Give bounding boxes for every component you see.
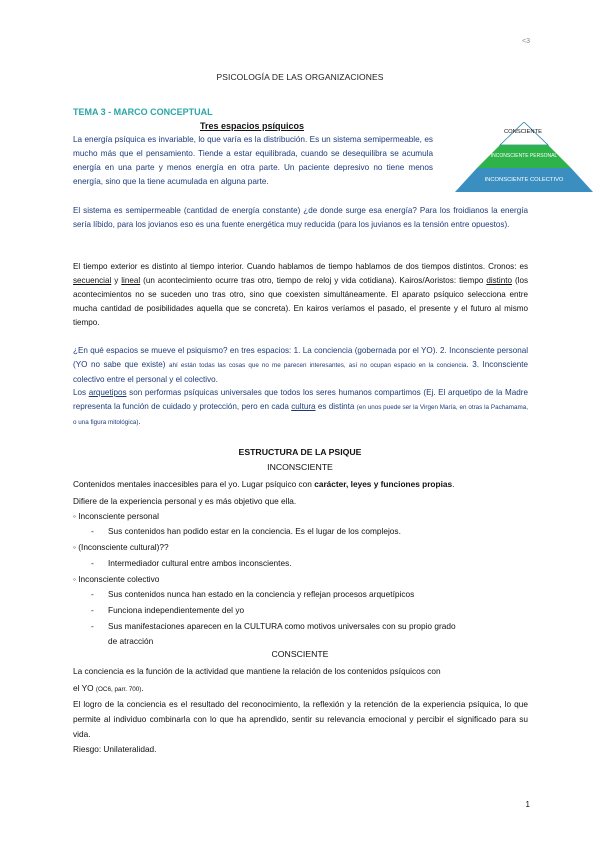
bullet-cultural-detail: Intermediador cultural entre ambos inconscientes. [108,558,292,568]
paragraph-spaces: ¿En qué espacios se mueve el psiquismo? en tres espacios: 1. La conciencia (gobernada por el YO). 2. Inconsciente personal (YO no sabe que existe) ahí están todas las cosas que no me parecen interesantes, así no ocupan espacio en la conciencia. 3. Inconsciente colectivo entre el personal y el colectivo. [73,346,528,384]
bullet-colectivo-detail-2: Funciona independientemente del yo [108,605,245,615]
paragraph-energy: La energía psíquica es invariable, lo que varía es la distribución. Es un sistema semipermeable, es mucho más que el pensamiento. Tiende a estar equilibrada, cuando se desequilibra se acumula energía en una parte y menos energía en otra parte. Un paciente depresivo no tiene menos energía, sino que la tiene acumulada en alguna parte. [73,135,433,186]
bullet-colectivo-detail-1: Sus contenidos nunca han estado en la conciencia y reflejan procesos arquetípicos [108,589,415,599]
paragraph-time: El tiempo exterior es distinto al tiempo interior. Cuando hablamos de tiempo hablamos de dos tiempos distintos. Cronos: es secuencial y lineal (un acontecimiento ocurre tras otro, tiempo de reloj y vida cotidiana). Kairos/Aoristos: tiempo distinto (los acontecimientos no se suceden uno tras otro, sino que coexisten simultáneamente. El aparato psíquico selecciona entre mucha cantidad de posibilidades aquella que se concreta). En kairos veríamos el pasado, el presente y el futuro al mismo tiempo. [73,262,528,327]
dash-marker: - [91,526,94,536]
bullet-inconsciente-cultural: ◦ (Inconsciente cultural)?? [73,542,169,552]
consciente-definition: La conciencia es la función de la actividad que mantiene la relación de los contenidos psíquicos con [73,666,441,676]
consciente-risk: Riesgo: Unilateralidad. [73,744,157,754]
pyramid-bottom-label: INCONSCIENTE COLECTIVO [484,177,564,183]
dash-marker: - [91,621,94,631]
consciente-reference: el YO (OC6, parr. 700). [73,683,144,693]
topic-heading: TEMA 3 - MARCO CONCEPTUAL [73,107,213,117]
inconsciente-difference: Difiere de la experiencia personal y es más objetivo que ella. [73,496,297,506]
inconsciente-definition: Contenidos mentales inaccesibles para el yo. Lugar psíquico con carácter, leyes y funciones propias. [73,479,455,489]
section-title: ESTRUCTURA DE LA PSIQUE [238,447,362,457]
inconsciente-heading: INCONSCIENTE [267,462,333,472]
dash-marker: - [91,558,94,568]
consciente-heading: CONSCIENTE [271,649,329,659]
bullet-personal-detail: Sus contenidos han podido estar en la conciencia. Es el lugar de los complejos. [108,526,401,536]
paragraph-semipermeable: El sistema es semipermeable (cantidad de energía constante) ¿de donde surge esa energía? Para los froidianos la energía sería líbido, para los jovianos eso es una fuente energética muy reducida (para los juvianos es la tensión entre opuestos). [73,206,528,229]
page-number: 1 [525,800,530,809]
bullet-colectivo-detail-3-cont: de atracción [108,636,154,646]
dash-marker: - [91,589,94,599]
corner-mark: <3 [522,38,530,45]
paragraph-archetypes: Los arquetipos son performas psíquicas universales que todos los seres humanos compartimos (Ej. El arquetipo de la Madre representa la función de cuidado y protección, pero en cada cultura es distinta (en unos puede ser la Virgen María, en otras la Pachamama, o una figura mitológica). [73,388,528,426]
dash-marker: - [91,605,94,615]
subtitle: Tres espacios psíquicos [200,121,305,131]
document-title: PSICOLOGÍA DE LAS ORGANIZACIONES [216,72,384,82]
pyramid-middle-label: INCONSCIENTE PERSONAL [490,153,558,159]
consciente-achievement: El logro de la conciencia es el resultado del reconocimiento, la reflexión y la retención de la experiencia psíquica, lo que permite al individuo combinarla con lo que ha aprendido, sentir su relevancia emocional y percibir el significado para su vida. [73,699,528,739]
bullet-inconsciente-personal: ◦ Inconsciente personal [73,511,159,521]
bullet-inconsciente-colectivo: ◦ Inconsciente colectivo [73,574,160,584]
psyche-pyramid-diagram [455,122,593,192]
bullet-colectivo-detail-3: Sus manifestaciones aparecen en la CULTURA como motivos universales con su propio grado [108,621,456,631]
pyramid-top-label: CONSCIENTE [503,129,543,135]
